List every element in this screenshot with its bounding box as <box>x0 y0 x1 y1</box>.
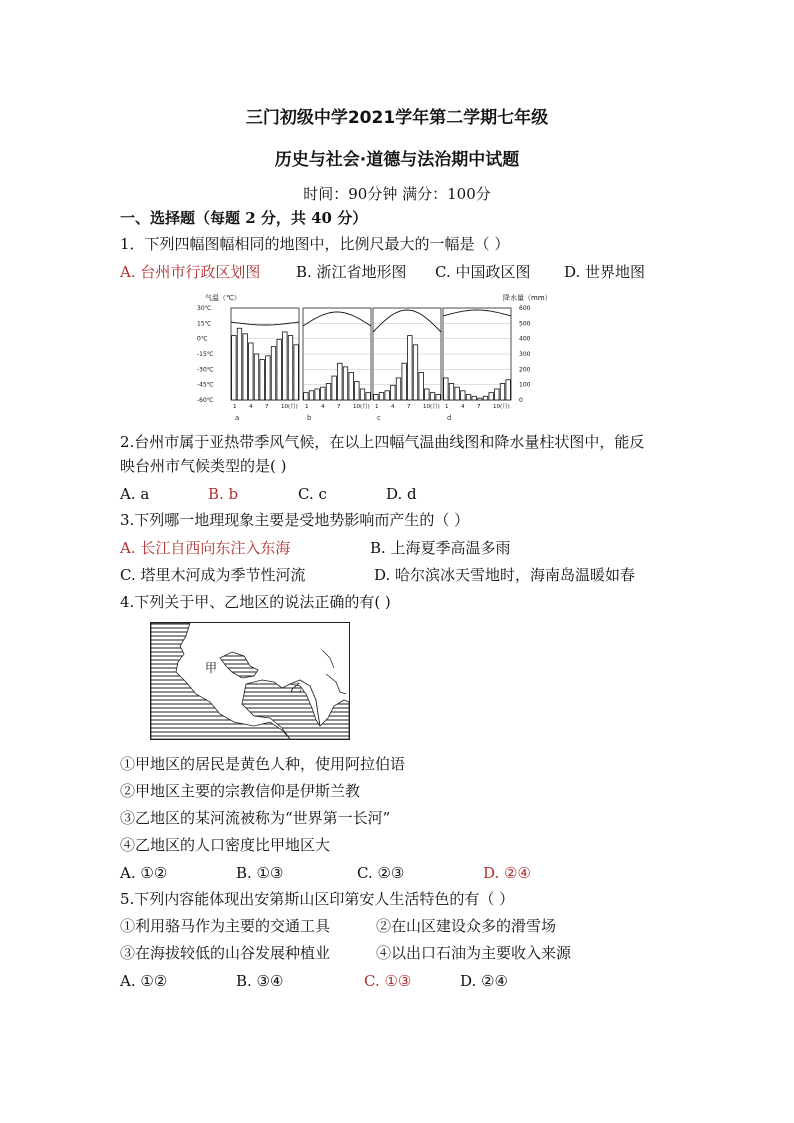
q1-option-b: B. 浙江省地形图 <box>296 263 407 281</box>
q4-statement-1: ①甲地区的居民是黄色人种，使用阿拉伯语 <box>120 755 406 773</box>
exam-title-line1: 三门初级中学2021学年第二学期七年级 <box>245 108 549 128</box>
precip-bar <box>455 387 459 400</box>
precip-tick: 400 <box>519 335 531 343</box>
precip-bar <box>237 328 241 400</box>
q4-option-c: C. ②③ <box>357 864 405 882</box>
q5-statement-4: ④以出口石油为主要收入来源 <box>376 944 572 962</box>
precip-bar <box>472 396 476 400</box>
q5-statement-3: ③在海拔较低的山谷发展种植业 <box>120 944 331 962</box>
precip-bar <box>495 389 499 400</box>
q1-option-d: D. 世界地图 <box>564 263 646 281</box>
q4-statement-3: ③乙地区的某河流被称为“世界第一长河” <box>120 809 391 827</box>
precip-bar <box>271 347 275 400</box>
precip-tick: 600 <box>519 305 531 312</box>
month-tick: 10(月) <box>423 404 440 410</box>
q2-option-b: B. b <box>208 485 239 503</box>
precip-bar <box>444 378 448 400</box>
precip-bar <box>232 336 236 400</box>
precip-bar <box>396 378 400 400</box>
q5-option-b: B. ③④ <box>236 972 284 990</box>
precip-bar <box>343 367 347 400</box>
precip-bar <box>355 382 359 400</box>
month-tick: 1 <box>233 404 237 410</box>
q3-option-b: B. 上海夏季高温多雨 <box>370 539 511 557</box>
q5-option-d: D. ②④ <box>460 972 508 990</box>
month-tick: 4 <box>391 404 395 410</box>
precip-bar <box>315 389 319 400</box>
q2-option-c: C. c <box>298 485 327 503</box>
region-map-figure <box>150 622 350 740</box>
precip-bar <box>249 343 253 400</box>
precip-bar <box>288 336 292 400</box>
q4-option-d: D. ②④ <box>483 864 531 882</box>
q4-statement-2: ②甲地区主要的宗教信仰是伊斯兰教 <box>120 782 361 800</box>
month-tick: 1 <box>305 404 309 410</box>
precip-bar <box>374 394 378 400</box>
precip-bar <box>500 383 504 400</box>
precip-tick: 100 <box>519 381 531 389</box>
precip-bar <box>478 398 482 400</box>
q1-option-c: C. 中国政区图 <box>435 263 531 281</box>
temp-tick: -60℃ <box>197 397 214 404</box>
precip-bar <box>449 383 453 400</box>
q4-option-b: B. ①③ <box>236 864 284 882</box>
precip-bar <box>402 363 406 400</box>
precip-tick: 0 <box>519 397 523 404</box>
temp-tick: -45℃ <box>197 381 214 389</box>
precip-bar <box>338 363 342 400</box>
precip-bar <box>461 391 465 400</box>
q3-option-d: D. 哈尔滨冰天雪地时，海南岛温暖如春 <box>374 566 636 584</box>
panel-label: c <box>377 414 381 422</box>
month-tick: 4 <box>249 404 253 410</box>
precip-bar <box>413 345 417 400</box>
month-tick: 7 <box>477 404 481 410</box>
q5-option-c: C. ①③ <box>364 972 412 990</box>
precip-bar <box>419 372 423 400</box>
precip-bar <box>304 393 308 400</box>
precip-bar <box>379 393 383 400</box>
precip-tick: 300 <box>519 351 531 358</box>
q4-statement-4: ④乙地区的人口密度比甲地区大 <box>120 836 331 854</box>
q2-option-d: D. d <box>386 485 417 503</box>
precip-bar <box>349 372 353 400</box>
precip-bar <box>309 391 313 400</box>
precip-bar <box>294 345 298 400</box>
month-tick: 7 <box>407 404 411 410</box>
precip-tick: 200 <box>519 366 531 374</box>
q4-stem: 4.下列关于甲、乙地区的说法正确的有( ) <box>120 593 391 611</box>
precip-bar <box>391 385 395 400</box>
q5-statement-1: ①利用骆马作为主要的交通工具 <box>120 917 331 935</box>
precip-bar <box>360 389 364 400</box>
panel-label: b <box>307 414 312 422</box>
temp-tick: -15℃ <box>197 351 214 358</box>
map-label-jia: 甲 <box>205 661 218 675</box>
month-tick: 1 <box>445 404 449 410</box>
q1-option-a: A. 台州市行政区划图 <box>120 263 261 281</box>
q2-stem-line2: 映台州市气候类型的是( ) <box>120 457 287 475</box>
precip-bar <box>436 394 440 400</box>
q5-option-a: A. ①② <box>120 972 168 990</box>
precip-bar <box>483 396 487 400</box>
month-tick: 4 <box>321 404 325 410</box>
q4-option-a: A. ①② <box>120 864 168 882</box>
climate-panel-a <box>231 308 299 422</box>
section-heading: 一、选择题（每题 2 分，共 40 分） <box>120 209 368 227</box>
precip-bar <box>489 393 493 400</box>
map-label-yi: 乙 <box>290 681 303 695</box>
precip-bar <box>430 393 434 400</box>
precip-tick: 500 <box>519 320 531 328</box>
precip-bar <box>425 389 429 400</box>
month-tick: 10(月) <box>353 404 370 410</box>
precip-bar <box>277 339 281 400</box>
month-tick: 4 <box>461 404 465 410</box>
precip-bar <box>408 336 412 400</box>
precip-bar <box>326 383 330 400</box>
precip-axis-label: 降水量（mm） <box>503 294 552 302</box>
exam-meta: 时间：90分钟 满分：100分 <box>303 185 491 203</box>
precip-bar <box>243 334 247 400</box>
precip-bar <box>385 391 389 400</box>
month-tick: 10(月) <box>281 404 298 410</box>
q2-stem-line1: 2.台州市属于亚热带季风气候，在以上四幅气温曲线图和降水量柱状图中，能反 <box>120 433 645 451</box>
q2-option-a: A. a <box>120 485 150 503</box>
precip-bar <box>366 393 370 400</box>
month-tick: 7 <box>337 404 341 410</box>
exam-title-line2: 历史与社会·道德与法治期中试题 <box>274 150 520 170</box>
q3-option-a: A. 长江自西向东注入东海 <box>120 539 291 557</box>
climate-panel-c <box>373 308 441 422</box>
temp-tick: -30℃ <box>197 366 214 374</box>
climate-charts-figure <box>195 290 555 425</box>
temp-axis-label: 气温（℃） <box>205 294 241 302</box>
precip-bar <box>466 394 470 400</box>
month-tick: 1 <box>375 404 379 410</box>
month-tick: 10(月) <box>493 404 510 410</box>
precip-bar <box>321 387 325 400</box>
panel-label: a <box>235 414 240 422</box>
precip-bar <box>332 376 336 400</box>
precip-bar <box>260 360 264 400</box>
q3-stem: 3.下列哪一地理现象主要是受地势影响而产生的（ ） <box>120 511 470 529</box>
q5-stem: 5.下列内容能体现出安第斯山区印第安人生活特色的有（ ） <box>120 890 515 908</box>
temp-tick: 0℃ <box>197 335 208 343</box>
precip-bar <box>254 354 258 400</box>
month-tick: 7 <box>265 404 269 410</box>
temp-tick: 15℃ <box>197 320 212 328</box>
precip-bar <box>506 380 510 400</box>
q3-option-c: C. 塔里木河成为季节性河流 <box>120 566 306 584</box>
climate-panel-b <box>303 308 371 422</box>
precip-bar <box>283 332 287 400</box>
q1-stem: 1．下列四幅图幅相同的地图中，比例尺最大的一幅是（ ） <box>120 235 510 253</box>
temp-tick: 30℃ <box>197 305 212 312</box>
precip-bar <box>266 356 270 400</box>
q5-statement-2: ②在山区建设众多的滑雪场 <box>376 917 557 935</box>
panel-label: d <box>447 414 452 422</box>
climate-panel-d <box>443 308 511 422</box>
